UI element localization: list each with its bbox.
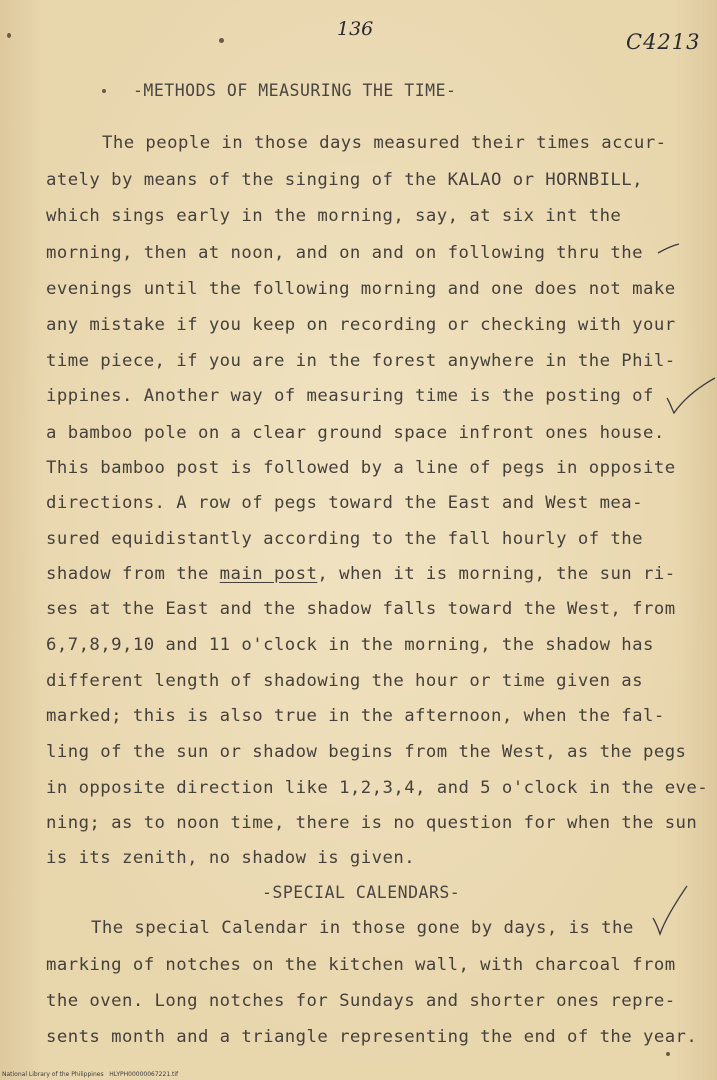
text-line: different length of shadowing the hour or time given as: [46, 671, 643, 691]
text-line: ling of the sun or shadow begins from the West, as the pegs: [46, 742, 687, 762]
text-line: The people in those days measured their times accur-: [102, 133, 667, 153]
text-line: is its zenith, no shadow is given.: [46, 848, 416, 868]
text-line: any mistake if you keep on recording or checking with your: [46, 315, 676, 335]
text-line: 6,7,8,9,10 and 11 o'clock in the morning, the shadow has: [46, 635, 654, 655]
handwritten-page-number: 136: [337, 18, 374, 40]
text-line: [46, 564, 676, 584]
text-segment: shadow from the: [46, 564, 220, 584]
text-line: The special Calendar in those gone by days, is the: [91, 918, 634, 938]
text-line: morning, then at noon, and on and on following thru the: [46, 243, 643, 263]
section-heading-methods: -METHODS OF MEASURING THE TIME-: [133, 81, 457, 100]
text-line: ippines. Another way of measuring time is the posting of: [46, 386, 654, 406]
text-line: which sings early in the morning, say, at six int the: [46, 206, 622, 226]
archive-footer-caption: National Library of the Philippines HLYPH00000067221.tif: [2, 1071, 179, 1078]
text-line: sents month and a triangle representing the end of the year.: [46, 1027, 698, 1047]
text-line: ning; as to noon time, there is no question for when the sun: [46, 813, 698, 833]
ink-spot: [7, 33, 11, 38]
text-line: ses at the East and the shadow falls toward the West, from: [46, 599, 676, 619]
handwritten-reference-code: C4213: [626, 30, 701, 54]
text-line: time piece, if you are in the forest anywhere in the Phil-: [46, 351, 676, 371]
pencil-tick-mark-icon: [657, 243, 681, 257]
text-line: This bamboo post is followed by a line of pegs in opposite: [46, 458, 676, 478]
text-line: directions. A row of pegs toward the East and West mea-: [46, 493, 643, 513]
text-line: ately by means of the singing of the KALAO or HORNBILL,: [46, 170, 643, 190]
text-line: a bamboo pole on a clear ground space infront ones house.: [46, 423, 665, 443]
underlined-term-main-post: main post: [219, 564, 318, 584]
pencil-checkmark-icon: [650, 884, 690, 936]
section-heading-special-calendars: -SPECIAL CALENDARS-: [262, 883, 461, 902]
text-line: marked; this is also true in the afternoon, when the fal-: [46, 706, 665, 726]
text-line: the oven. Long notches for Sundays and shorter ones repre-: [46, 991, 676, 1011]
ink-spot: [219, 38, 224, 43]
text-line: sured equidistantly according to the fall hourly of the: [46, 529, 643, 549]
ink-spot: [666, 1052, 670, 1056]
text-line: marking of notches on the kitchen wall, with charcoal from: [46, 955, 676, 975]
text-line: evenings until the following morning and one does not make: [46, 279, 676, 299]
ink-spot: [102, 89, 106, 93]
text-segment: , when it is morning, the sun ri-: [317, 564, 676, 584]
text-line: in opposite direction like 1,2,3,4, and 5 o'clock in the eve-: [46, 778, 709, 798]
pencil-checkmark-icon: [665, 376, 717, 416]
